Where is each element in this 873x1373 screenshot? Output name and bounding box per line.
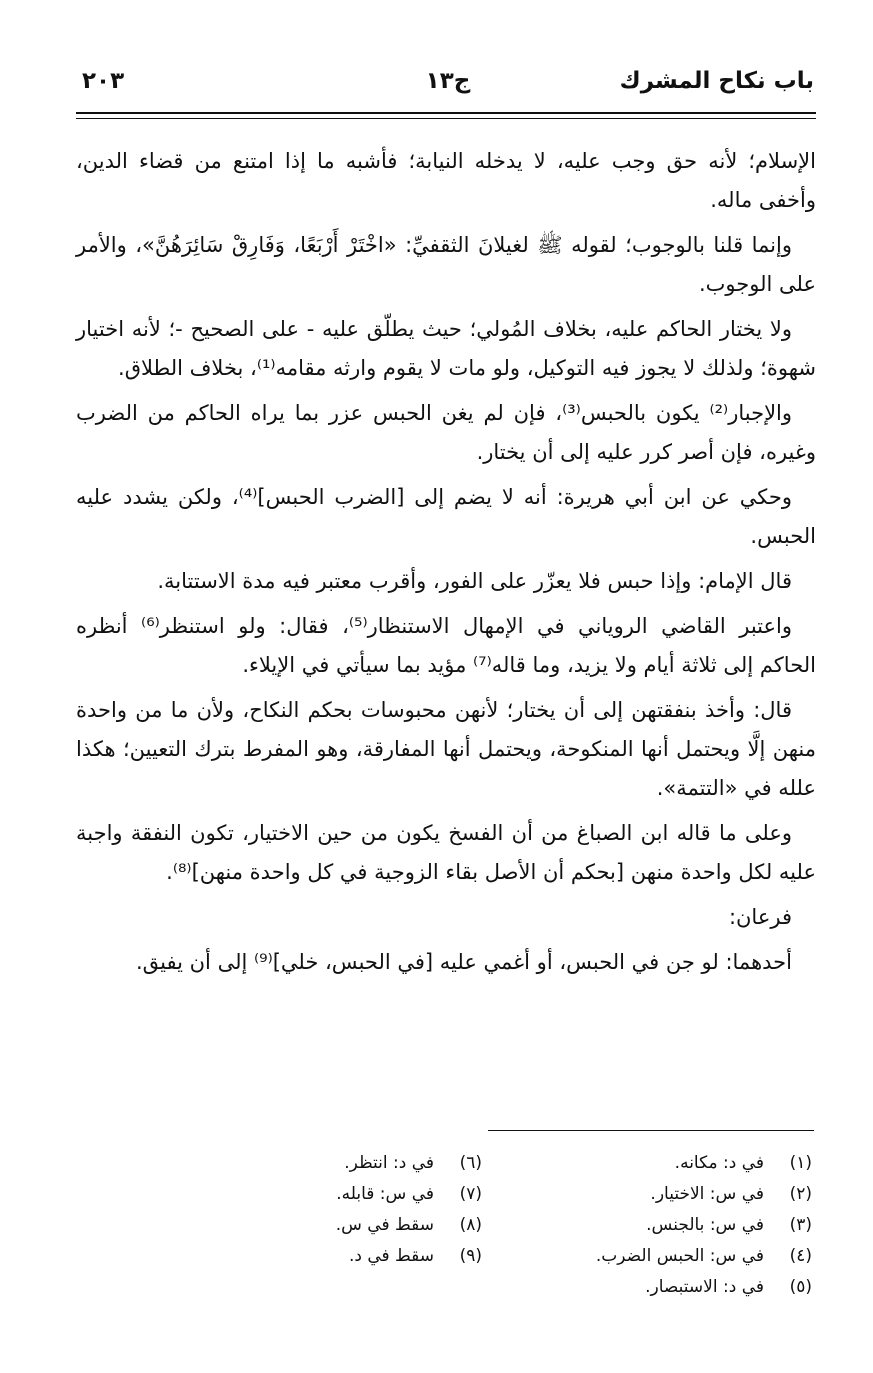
footnote-number: (١) [789,1153,812,1173]
paragraph: والإجبار⁽²⁾ يكون بالحبس⁽³⁾، فإن لم يغن الحبس عزر بما يراه الحاكم من الضرب وغيره، فإن أصر كرر عليه إلى أن يختار. [76,401,816,464]
footnote-text: في س: الحبس الضرب. [595,1246,764,1266]
paragraph: ولا يختار الحاكم عليه، بخلاف المُولي؛ حيث يطلّق عليه - على الصحيح -؛ لأنه اختيار شهوة؛ ولذلك لا يجوز فيه التوكيل، ولو مات لا يقوم وارثه مقامه⁽¹⁾، بخلاف الطلاق. [76,317,816,380]
footnote-text: في س: بالجنس. [646,1215,764,1235]
footnote-number: (٣) [789,1215,812,1235]
footnote [532,1272,812,1303]
paragraph: قال: وأخذ بنفقتهن إلى أن يختار؛ لأنهن محبوسات بحكم النكاح، ولأن ما من واحدة منهن إلَّا ويحتمل أنها المنكوحة، ويحتمل أنها المفارقة، وهو المفرط بترك التعيين؛ هكذا علله في «التتمة». [76,698,816,800]
paragraph: قال الإمام: وإذا حبس فلا يعزّر على الفور، وأقرب معتبر فيه مدة الاستتابة. [157,569,792,593]
footnote-number: (٩) [459,1246,482,1266]
footnote [532,1210,812,1241]
footnote-number: (٧) [459,1184,482,1204]
main-text [76,142,816,988]
footnote-text: في د: مكانه. [674,1153,764,1173]
chapter-title: باب نكاح المشرك [619,68,814,94]
footnote [202,1241,482,1272]
footnote-text: سقط في د. [348,1246,434,1266]
footnote-number: (٦) [459,1153,482,1173]
paragraph: أحدهما: لو جن في الحبس، أو أغمي عليه [في الحبس، خلي]⁽⁹⁾ إلى أن يفيق. [135,950,792,974]
paragraph: وعلى ما قاله ابن الصباغ من أن الفسخ يكون من حين الاختيار، تكون النفقة واجبة عليه لكل واحدة منهن [بحكم أن الأصل بقاء الزوجية في كل واحدة منهن]⁽⁸⁾. [76,821,816,884]
paragraph: الإسلام؛ لأنه حق وجب عليه، لا يدخله النيابة؛ فأشبه ما إذا امتنع من قضاء الدين، وأخفى ماله. [76,149,816,212]
footnote [202,1148,482,1179]
paragraph: وحكي عن ابن أبي هريرة: أنه لا يضم إلى [الضرب الحبس]⁽⁴⁾، ولكن يشدد عليه الحبس. [76,485,816,548]
footnote-text: في س: قابله. [336,1184,434,1204]
footnote-text: سقط في س. [335,1215,434,1235]
footnote-text: في س: الاختيار. [650,1184,764,1204]
paragraph: واعتبر القاضي الروياني في الإمهال الاستنظار⁽⁵⁾، فقال: ولو استنظر⁽⁶⁾ أنظره الحاكم إلى ثلاثة أيام ولا يزيد، وما قاله⁽⁷⁾ مؤيد بما سيأتي في الإيلاء. [76,614,816,677]
footnotes-column-left [202,1148,482,1272]
subheading: فرعان: [728,905,792,929]
page-number: ٢٠٣ [82,68,125,94]
footnote-number: (٨) [459,1215,482,1235]
paragraph: وإنما قلنا بالوجوب؛ لقوله ﷺ لغيلانَ الثقفيِّ: «اخْتَرْ أَرْبَعًا، وَفَارِقْ سَائِرَهُنَّ»، والأمر على الوجوب. [76,233,816,296]
footnote [532,1241,812,1272]
footnote-rule [488,1130,814,1131]
footnote [532,1179,812,1210]
header-rule [76,112,816,114]
footnotes-column-right [532,1148,812,1303]
footnote-text: في د: الاستبصار. [645,1277,764,1297]
page-header [82,68,814,108]
footnote-number: (٥) [789,1277,812,1297]
footnote-text: في د: انتظر. [344,1153,434,1173]
footnote-number: (٢) [789,1184,812,1204]
footnote [202,1179,482,1210]
footnote [532,1148,812,1179]
header-rule-thin [76,118,816,119]
footnote [202,1210,482,1241]
volume-label: ج١٣ [425,68,471,94]
footnote-number: (٤) [789,1246,812,1266]
